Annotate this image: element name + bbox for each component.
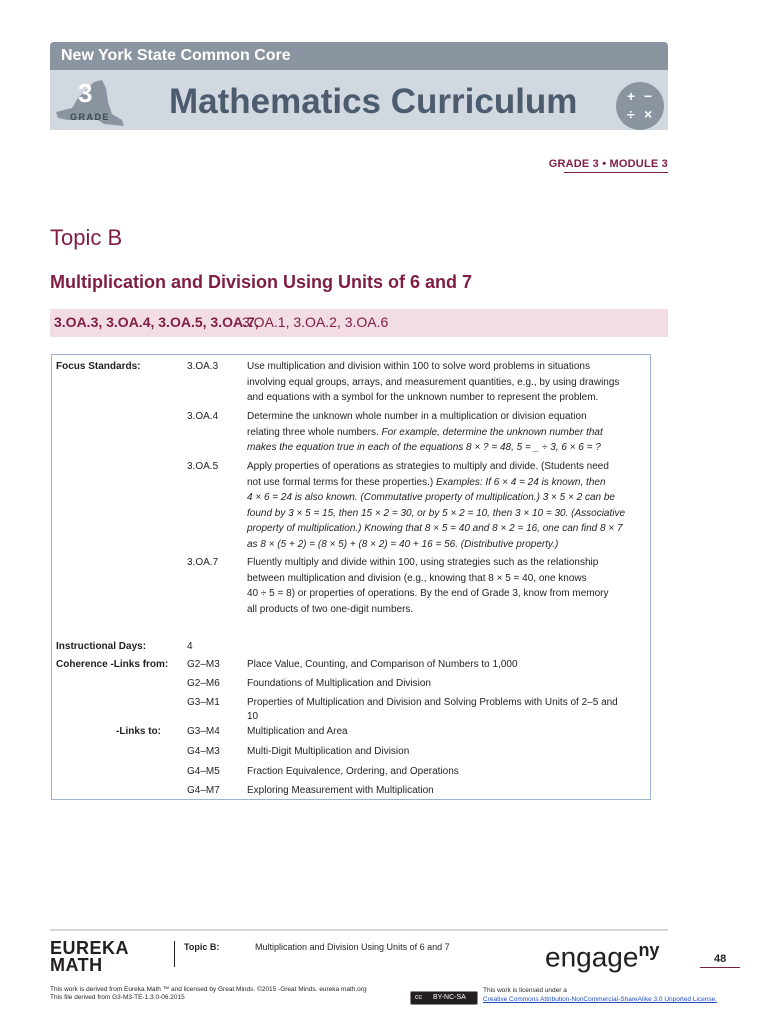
curriculum-title: Mathematics Curriculum — [169, 82, 578, 121]
focus-standard-line: as 8 × (5 + 2) = (8 × 5) + (8 × 2) = 40 + 16 = 56. (Distributive property.) — [247, 538, 559, 550]
links-to-title: Multi-Digit Multiplication and Division — [247, 746, 410, 757]
footer-divider — [174, 941, 175, 967]
focus-standard-line: not use formal terms for these properties.) Examples: If 6 × 4 = 24 is known, then — [247, 476, 606, 488]
grade-word: GRADE — [70, 112, 111, 122]
footer-topic-title: Multiplication and Division Using Units of 6 and 7 — [255, 942, 450, 952]
engage-ny-logo: engage$^{ny}$ — [545, 940, 660, 973]
links-from-title-cont: 10 — [247, 711, 259, 722]
page-number-rule — [700, 967, 740, 968]
banner-title: New York State Common Core — [61, 47, 291, 64]
focus-standard-line: Fluently multiply and divide within 100, using strategies such as the relationship — [247, 557, 599, 568]
header-banner — [50, 42, 668, 70]
focus-standard-line: Use multiplication and division within 100 to solve word problems in situations — [247, 361, 590, 372]
focus-standard-code: 3.OA.4 — [187, 411, 219, 422]
links-to-code: G3–M4 — [187, 726, 220, 737]
focus-standard-line: involving equal groups, arrays, and measurement quantities, e.g., by using drawings — [247, 376, 620, 388]
focus-standard-line: Apply properties of operations as strategies to multiply and divide. (Students need — [247, 461, 609, 472]
grade-number: 3 — [78, 78, 93, 108]
links-to-title: Exploring Measurement with Multiplication — [247, 785, 434, 796]
coherence-label: Coherence -Links from: — [56, 659, 169, 670]
focus-standard-line: found by 3 × 5 = 15, then 15 × 2 = 30, or by 5 × 2 = 10, then 3 × 10 = 30. (Associative — [247, 507, 626, 519]
eureka-math-logo: EUREKA MATH — [50, 938, 130, 975]
standards-bold: 3.OA.3, 3.OA.4, 3.OA.5, 3.OA.7, — [54, 314, 259, 330]
focus-standard-line: 4 × 6 = 24 is also known. (Commutative property of multiplication.) 3 × 5 × 2 can be — [247, 492, 615, 503]
focus-standard-code: 3.OA.5 — [187, 461, 219, 472]
instructional-days-value: 4 — [187, 641, 193, 652]
instructional-days-label: Instructional Days: — [56, 641, 147, 652]
links-to-code: G4–M3 — [187, 746, 220, 757]
page-number: 48 — [714, 953, 727, 965]
focus-standard-code: 3.OA.7 — [187, 557, 219, 568]
module-label: GRADE 3 • MODULE 3 — [548, 158, 668, 170]
focus-standard-code: 3.OA.3 — [187, 361, 219, 372]
module-rule — [564, 172, 668, 173]
footer-topic-label: Topic B: — [184, 942, 220, 952]
license-link[interactable]: Creative Commons Attribution-NonCommercial-ShareAlike 3.0 Unported License. — [483, 996, 718, 1003]
links-from-code: G3–M1 — [187, 697, 220, 708]
standards-plain: 3.OA.1, 3.OA.2, 3.OA.6 — [242, 314, 389, 330]
links-from-code: G2–M3 — [187, 659, 220, 670]
focus-standard-line: Determine the unknown whole number in a multiplication or division equation — [247, 411, 587, 422]
focus-standard-line: makes the equation true in each of the equations 8 × ? = 48, 5 = _ ÷ 3, 6 × 6 = ? — [247, 442, 601, 453]
derivation-note: This work is derived from Eureka Math ™ and licensed by Great Minds. ©2015 -Great Minds. eureka math.org This file derived from G3-M3-TE-1.3.0-06.2015 — [50, 986, 367, 1001]
standards-band — [50, 309, 668, 337]
creative-commons-badge: cc BY-NC-SA — [410, 991, 478, 1005]
topic-subtitle: Multiplication and Division Using Units of 6 and 7 — [50, 272, 473, 292]
links-to-title: Fraction Equivalence, Ordering, and Operations — [247, 766, 459, 777]
topic-title: Topic B — [50, 225, 123, 250]
links-from-title: Place Value, Counting, and Comparison of Numbers to 1,000 — [247, 659, 518, 670]
focus-label: Focus Standards: — [56, 361, 141, 372]
links-from-title: Foundations of Multiplication and Division — [247, 678, 431, 689]
standards-table — [51, 354, 651, 800]
links-to-code: G4–M5 — [187, 766, 220, 777]
links-from-title: Properties of Multiplication and Division and Solving Problems with Units of 2–5 and — [247, 697, 618, 708]
links-to-label: -Links to: — [116, 726, 161, 737]
focus-standard-line: relating three whole numbers. For example, determine the unknown number that — [247, 426, 603, 438]
focus-standard-line: property of multiplication.) Knowing that 8 × 5 = 40 and 8 × 2 = 16, one can find 8 × 7 — [247, 523, 623, 534]
links-to-code: G4–M7 — [187, 785, 220, 796]
header-main — [50, 70, 668, 130]
focus-standard-line: between multiplication and division (e.g., knowing that 8 × 5 = 40, one knows — [247, 572, 587, 584]
focus-standard-line: and equations with a symbol for the unknown number to represent the problem. — [247, 392, 599, 403]
footer-rule — [50, 929, 668, 931]
focus-standard-line: all products of two one-digit numbers. — [247, 603, 414, 615]
license-note: This work is licensed under a Creative Commons Attribution-NonCommercial-ShareAlike 3.0 Unported License. — [483, 987, 718, 1003]
focus-standard-line: 40 ÷ 5 = 8) or properties of operations. By the end of Grade 3, know from memory — [247, 588, 609, 599]
links-to-title: Multiplication and Area — [247, 726, 348, 737]
cc-icon: cc — [415, 994, 422, 1001]
math-operations-icon: + − ÷ × — [616, 82, 664, 130]
links-from-code: G2–M6 — [187, 678, 220, 689]
